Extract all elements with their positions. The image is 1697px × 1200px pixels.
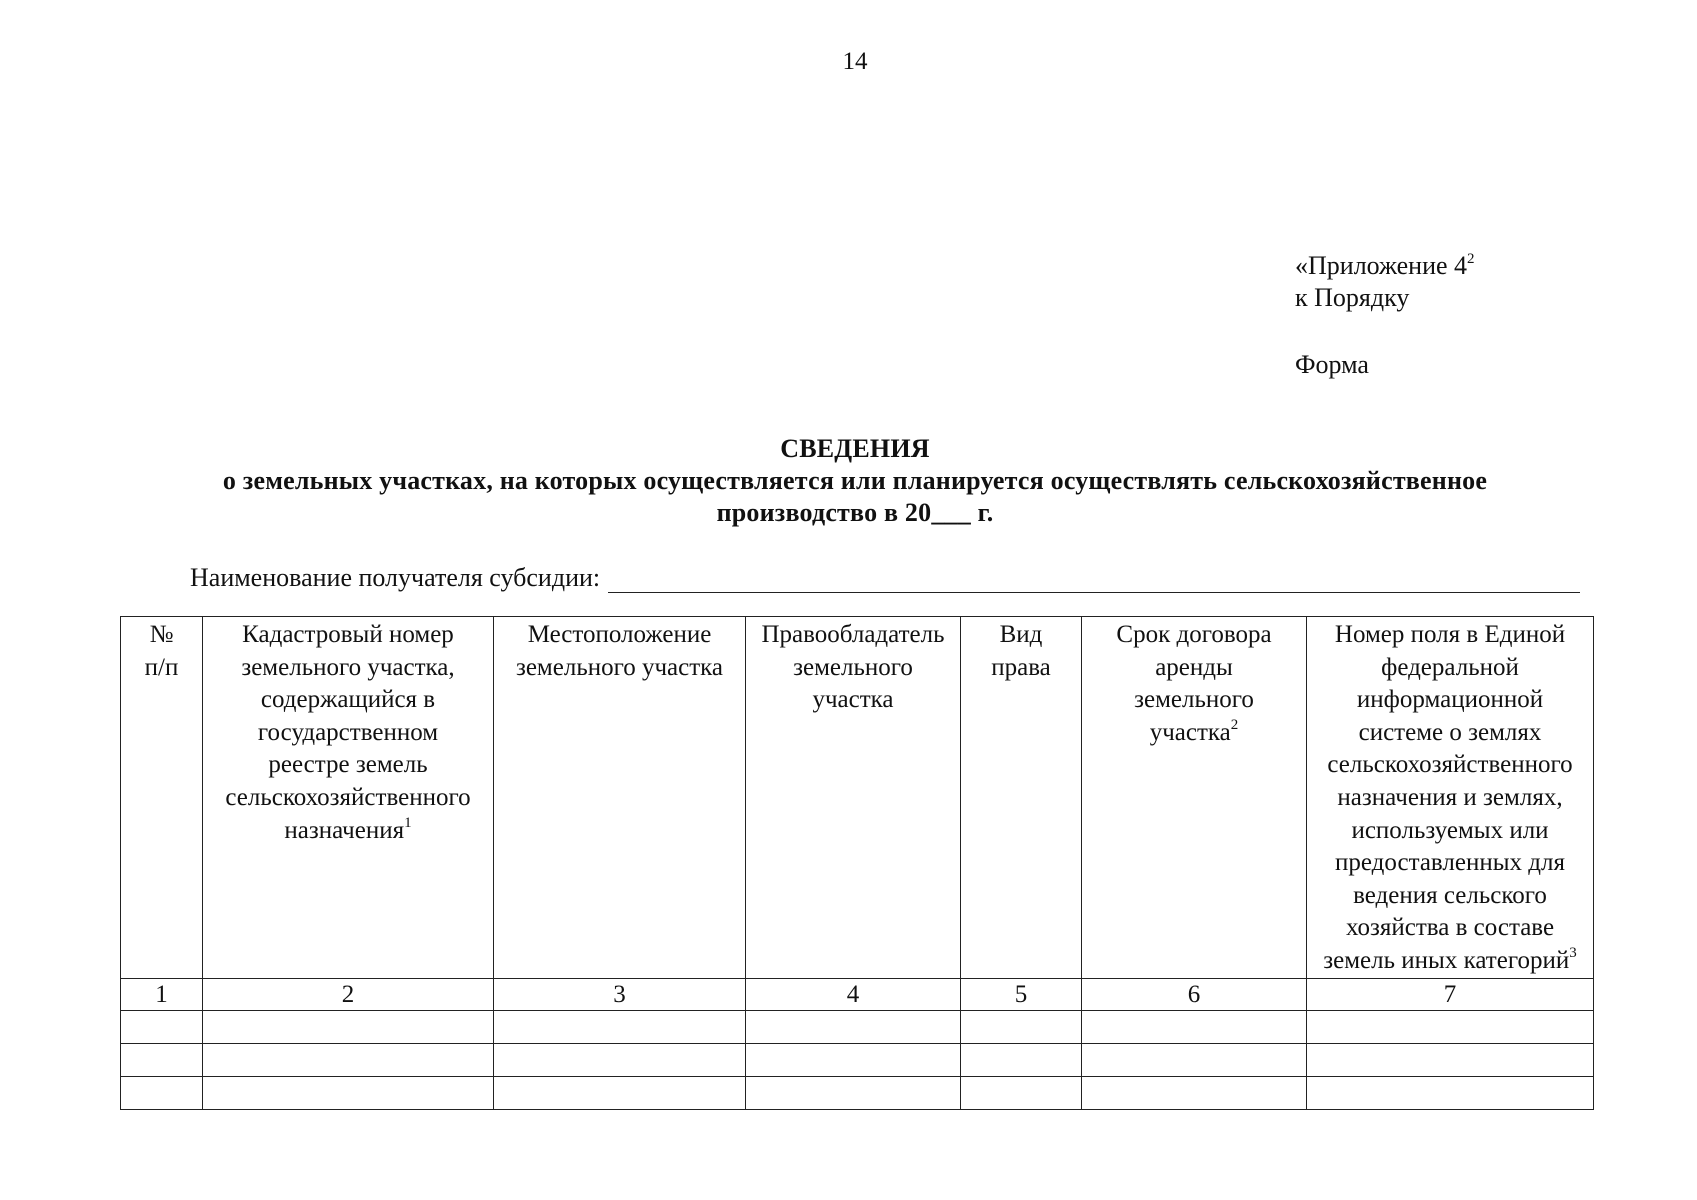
table-cell[interactable] [1082, 1077, 1307, 1110]
appendix-line-2: к Порядку [1295, 283, 1410, 312]
table-cell[interactable] [746, 1077, 961, 1110]
form-label: Форма [1295, 350, 1369, 379]
table-cell[interactable] [203, 1044, 494, 1077]
header-field-number [1307, 617, 1594, 979]
header-text: участка [1149, 718, 1231, 746]
table-row [121, 1044, 1594, 1077]
column-number-cell: 6 [1082, 979, 1307, 1011]
header-right-type [961, 617, 1082, 979]
appendix-note [1295, 250, 1475, 314]
table-cell[interactable] [961, 1077, 1082, 1110]
table-cell[interactable] [121, 1077, 203, 1110]
table-header-row [121, 617, 1594, 979]
header-text-line [1307, 945, 1593, 978]
header-text-line: Кадастровый номер [242, 621, 454, 648]
footnote-marker: 2 [1230, 716, 1239, 733]
column-number-cell: 5 [961, 979, 1082, 1011]
appendix-title: «Приложение 4 [1295, 251, 1468, 280]
header-text-line: участка [812, 686, 894, 714]
header-text-line: земельного [793, 653, 913, 681]
header-text-line: содержащийся в [260, 686, 436, 714]
recipient-row [190, 557, 1580, 593]
header-text-line: назначения и землях, [1337, 783, 1563, 811]
header-text-line: информационной [1356, 686, 1544, 714]
title-subtitle-line-2: производство в 20___ г. [716, 498, 994, 527]
table-cell[interactable] [1307, 1077, 1594, 1110]
column-number-cell: 3 [494, 979, 746, 1011]
header-cadastral-number [203, 617, 494, 979]
header-text-line: предоставленных для [1335, 849, 1565, 877]
table-cell[interactable] [494, 1011, 746, 1044]
header-text-line: системе о землях [1358, 718, 1542, 746]
table-cell[interactable] [1307, 1044, 1594, 1077]
land-plots-table [120, 616, 1594, 1110]
header-text-line: государственном [257, 718, 439, 746]
table-cell[interactable] [1307, 1011, 1594, 1044]
appendix-superscript: 2 [1467, 251, 1475, 267]
table-row [121, 1077, 1594, 1110]
header-text-line: земельного участка [515, 653, 724, 681]
header-text-line: Местоположение [527, 621, 712, 648]
table-cell[interactable] [121, 1044, 203, 1077]
footnote-marker: 1 [404, 814, 412, 831]
header-location [494, 617, 746, 979]
table-cell[interactable] [121, 1011, 203, 1044]
column-number-cell: 1 [121, 979, 203, 1011]
header-text-line: используемых или [1351, 816, 1549, 844]
header-text-line: земельного [1134, 686, 1254, 714]
header-text-line [203, 815, 493, 848]
header-text: назначения [284, 816, 405, 844]
recipient-name-field[interactable] [608, 566, 1580, 593]
table-cell[interactable] [961, 1044, 1082, 1077]
table-cell[interactable] [203, 1077, 494, 1110]
recipient-label: Наименование получателя субсидии: [190, 563, 601, 592]
table-cell[interactable] [203, 1011, 494, 1044]
header-row-number [121, 617, 203, 979]
header-text-line: федеральной [1381, 653, 1519, 681]
header-text: земель иных категорий [1323, 946, 1570, 974]
column-numbers-row [121, 979, 1594, 1011]
header-text-line: сельскохозяйственного [225, 783, 471, 811]
header-text-line: аренды [1155, 653, 1233, 681]
table-cell[interactable] [1082, 1044, 1307, 1077]
table-cell[interactable] [746, 1044, 961, 1077]
header-rights-holder [746, 617, 961, 979]
table-cell[interactable] [494, 1077, 746, 1110]
header-text-line [1082, 717, 1306, 750]
header-text-line: п/п [144, 653, 179, 681]
header-text-line: Номер поля в Единой [1334, 621, 1566, 648]
header-text-line: права [991, 653, 1051, 681]
footnote-marker: 3 [1569, 944, 1577, 961]
document-title [160, 433, 1550, 529]
header-text-line: сельскохозяйственного [1327, 751, 1573, 779]
table-cell[interactable] [1082, 1011, 1307, 1044]
header-text-line: ведения сельского [1353, 881, 1547, 909]
title-subtitle-line-1: о земельных участках, на которых осуществляется или планируется осуществлять сельскохозяйственное [222, 466, 1488, 495]
column-number-cell: 2 [203, 979, 494, 1011]
column-number-cell: 7 [1307, 979, 1594, 1011]
table-row [121, 1011, 1594, 1044]
header-text-line: Правообладатель [761, 621, 945, 648]
header-text-line: хозяйства в составе [1345, 914, 1555, 942]
header-text-line: Вид [999, 621, 1043, 648]
column-number-cell: 4 [746, 979, 961, 1011]
table-cell[interactable] [961, 1011, 1082, 1044]
table-cell[interactable] [494, 1044, 746, 1077]
header-lease-term [1082, 617, 1307, 979]
table-cell[interactable] [746, 1011, 961, 1044]
page-number: 14 [842, 48, 868, 75]
title-heading: СВЕДЕНИЯ [780, 434, 930, 463]
header-text-line: № [149, 621, 174, 648]
header-text-line: Срок договора [1116, 621, 1272, 648]
header-text-line: реестре земель [268, 751, 428, 779]
header-text-line: земельного участка, [241, 653, 455, 681]
appendix-line-1 [1295, 250, 1475, 282]
